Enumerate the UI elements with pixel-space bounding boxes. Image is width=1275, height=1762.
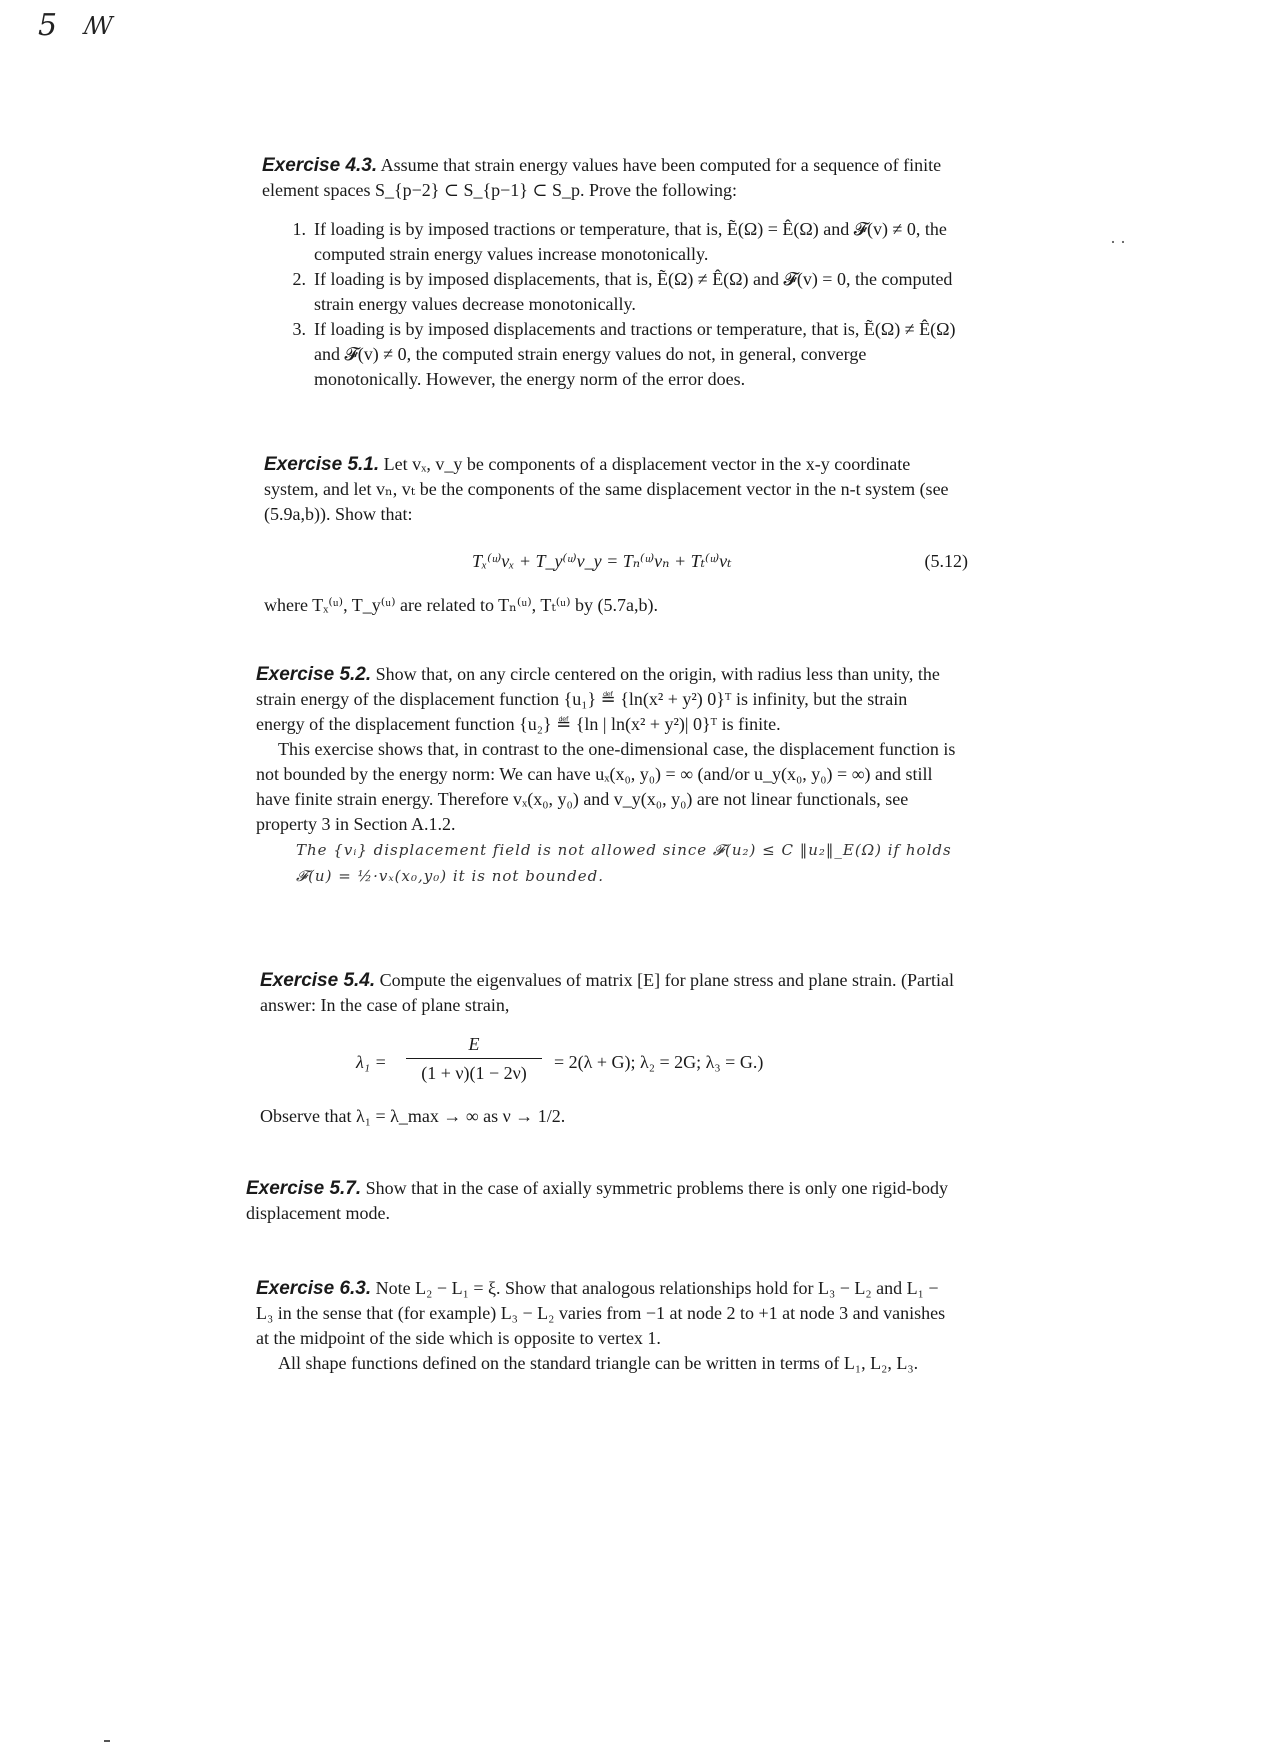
exercise-heading: Exercise 6.3.: [256, 1278, 372, 1299]
item-text: If loading is by imposed tractions or temperature, that is, Ẽ(Ω) = Ê(Ω) and 𝓕(v) ≠ 0, the computed strain energy values increase monotonically.: [314, 219, 947, 264]
exercise-text: Note L₂ − L₁ = ξ. Show that analogous relationships hold for L₃ − L₂ and L₁ − L₃ in the sense that (for example) L₃ − L₂ varies from −1 at node 2 to +1 at node 3 and vanishes at the midpoint of the side which is opposite to vertex 1.: [256, 1278, 946, 1348]
exercise-5-4: [260, 968, 966, 1129]
margin-dots: ··: [1110, 232, 1130, 252]
list-item: [280, 267, 968, 317]
exercise-heading: Exercise 5.4.: [260, 970, 376, 991]
eigenvalue-equation: [260, 1032, 966, 1096]
item-number: 3.: [292, 319, 306, 339]
exercise-text: Show that, on any circle centered on the origin, with radius less than unity, the strain energy of the displacement function {u₁} ≝ {ln(x² + y²) 0}ᵀ is infinity, but the strain energy of the displacement function {u₂} ≝ {ln | ln(x² + y²)| 0}ᵀ is finite.: [256, 664, 940, 734]
exercise-5-7: [246, 1176, 952, 1226]
exercise-heading: Exercise 5.2.: [256, 664, 372, 685]
exercise-4-3-intro: [262, 153, 968, 203]
exercise-5-7-text: [246, 1176, 952, 1226]
equation-rhs: = 2(λ + G); λ₂ = 2G; λ₃ = G.): [554, 1052, 764, 1072]
exercise-heading: Exercise 5.7.: [246, 1178, 362, 1199]
item-text: If loading is by imposed displacements, that is, Ẽ(Ω) ≠ Ê(Ω) and 𝓕(v) = 0, the computed strain energy values decrease monotonically.: [314, 269, 953, 314]
exercise-6-3: [256, 1276, 956, 1376]
exercise-heading: Exercise 4.3.: [262, 155, 378, 176]
exercise-text: Assume that strain energy values have been computed for a sequence of finite element spaces S_{p−2} ⊂ S_{p−1} ⊂ S_p. Prove the following:: [262, 155, 942, 200]
equation: Tₓ⁽ᵘ⁾vₓ + T_y⁽ᵘ⁾v_y = Tₙ⁽ᵘ⁾vₙ + Tₜ⁽ᵘ⁾vₜ: [472, 551, 732, 571]
exercise-heading: Exercise 5.1.: [264, 454, 380, 475]
fraction: [406, 1032, 542, 1086]
exercise-5-2: [256, 662, 958, 889]
fraction-bar: [406, 1058, 542, 1059]
item-number: 1.: [292, 219, 306, 239]
exercise-5-4-observe: Observe that λ₁ = λ_max → ∞ as ν → 1/2.: [260, 1106, 566, 1126]
exercise-5-1-text: [264, 452, 968, 527]
exercise-text: Show that in the case of axially symmetric problems there is only one rigid-body displacement mode.: [246, 1178, 949, 1223]
item-text: If loading is by imposed displacements and tractions or temperature, that is, Ẽ(Ω) ≠ Ê(Ω) and 𝓕(v) ≠ 0, the computed strain energy values do not, in general, converge monotonically. However, the energy norm of the error does.: [314, 319, 956, 389]
page-number-handwritten: 5: [38, 8, 58, 43]
list-item: [280, 217, 968, 267]
handwritten-note: The {vᵢ} displacement field is not allowed since 𝓕(u₂) ≤ C ‖u₂‖_E(Ω) if holds 𝓕(u) = ½·vₓ(x₀,y₀) it is not bounded.: [296, 841, 952, 885]
scan-mark: [104, 1740, 110, 1742]
exercise-6-3-para-1: [256, 1276, 956, 1351]
exercise-4-3-list: [280, 217, 968, 392]
exercise-4-3: [262, 153, 968, 392]
exercise-text: Compute the eigenvalues of matrix [E] for plane stress and plane strain. (Partial answer: In the case of plane strain,: [260, 970, 954, 1015]
equation-number: (5.12): [924, 551, 968, 571]
exercise-6-3-para-2: All shape functions defined on the standard triangle can be written in terms of L₁, L₂, L₃.: [278, 1353, 919, 1373]
equation-lhs: λ₁ =: [356, 1052, 387, 1072]
exercise-5-2-para-1: [256, 662, 958, 737]
exercise-5-1-after: where Tₓ⁽ᵘ⁾, T_y⁽ᵘ⁾ are related to Tₙ⁽ᵘ⁾, Tₜ⁽ᵘ⁾ by (5.7a,b).: [264, 595, 658, 615]
exercise-text: Let vₓ, v_y be components of a displacement vector in the x-y coordinate system, and let vₙ, vₜ be the components of the same displacement vector in the n-t system (see (5.9a,b)). Show that:: [264, 454, 949, 524]
exercise-5-1: [264, 452, 968, 618]
item-number: 2.: [292, 269, 306, 289]
exercise-5-2-para-2: This exercise shows that, in contrast to the one-dimensional case, the displacement function is not bounded by the energy norm: We can have uₓ(x₀, y₀) = ∞ (and/or u_y(x₀, y₀) = ∞) and still have finite strain energy. Therefore vₓ(x₀, y₀) and v_y(x₀, y₀) are not linear functionals, see property 3 in Section A.1.2.: [256, 739, 956, 834]
equation-row: [264, 543, 968, 583]
exercise-5-4-text: [260, 968, 966, 1018]
list-item: [280, 317, 968, 392]
fraction-denominator: (1 + ν)(1 − 2ν): [421, 1063, 527, 1083]
fraction-numerator: E: [468, 1034, 480, 1054]
corner-handwritten-mark: ꟿ: [84, 12, 113, 40]
